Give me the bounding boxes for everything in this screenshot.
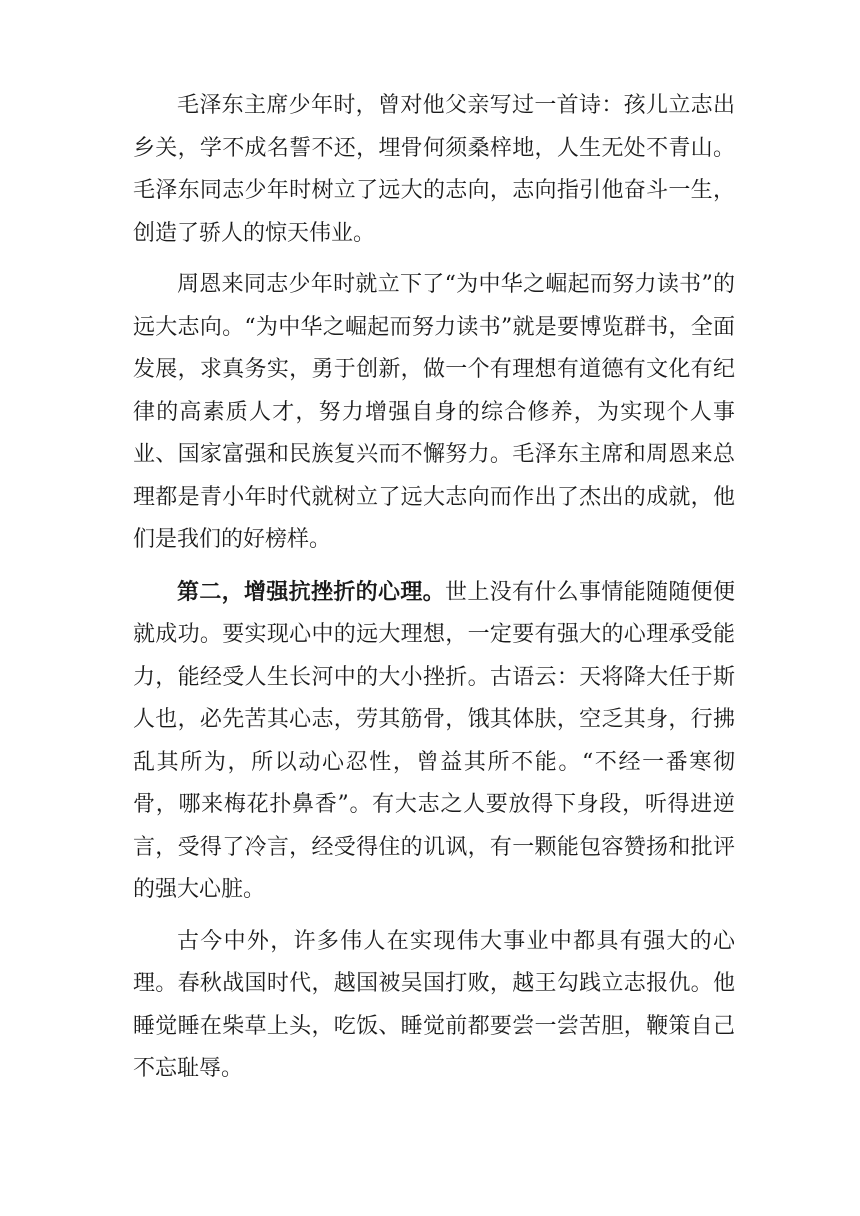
paragraph-mao xyxy=(133,85,735,255)
paragraph-text: 世上没有什么事情能随随便便就成功。要实现心中的远大理想，一定要有强大的心理承受能力，能经受人生长河中的大小挫折。古语云：天将降大任于斯人也，必先苦其心志，劳其筋骨，饿其体肤，空乏其身，行拂乱其所为，所以动心忍性，曾益其所不能。“不经一番寒彻骨，哪来梅花扑鼻香”。有大志之人要放得下身段，听得进逆言，受得了冷言，经受得住的讥讽，有一颗能包容赞扬和批评的强大心脏。 xyxy=(133,579,735,902)
paragraph-text: 周恩来同志少年时就立下了“为中华之崛起而努力读书”的远大志向。“为中华之崛起而努力读书”就是要博览群书，全面发展，求真务实，勇于创新，做一个有理想有道德有文化有纪律的高素质人才，努力增强自身的综合修养，为实现个人事业、国家富强和民族复兴而不懈努力。毛泽东主席和周恩来总理都是青小年时代就树立了远大志向而作出了杰出的成就，他们是我们的好榜样。 xyxy=(133,272,735,552)
paragraph-goujian xyxy=(133,921,735,1091)
document-body xyxy=(133,85,735,1100)
paragraph-text: 古今中外，许多伟人在实现伟大事业中都具有强大的心理。春秋战国时代，越国被吴国打败，越王勾践立志报仇。他睡觉睡在柴草上头，吃饭、睡觉前都要尝一尝苦胆，鞭策自己不忘耻辱。 xyxy=(133,928,735,1081)
paragraph-zhou xyxy=(133,264,735,562)
section-heading-inline: 第二，增强抗挫折的心理。 xyxy=(177,578,445,605)
paragraph-text: 毛泽东主席少年时，曾对他父亲写过一首诗：孩儿立志出乡关，学不成名誓不还，埋骨何须桑梓地，人生无处不青山。毛泽东同志少年时树立了远大的志向，志向指引他奋斗一生，创造了骄人的惊天伟业。 xyxy=(133,93,735,246)
paragraph-second-point xyxy=(133,571,735,912)
